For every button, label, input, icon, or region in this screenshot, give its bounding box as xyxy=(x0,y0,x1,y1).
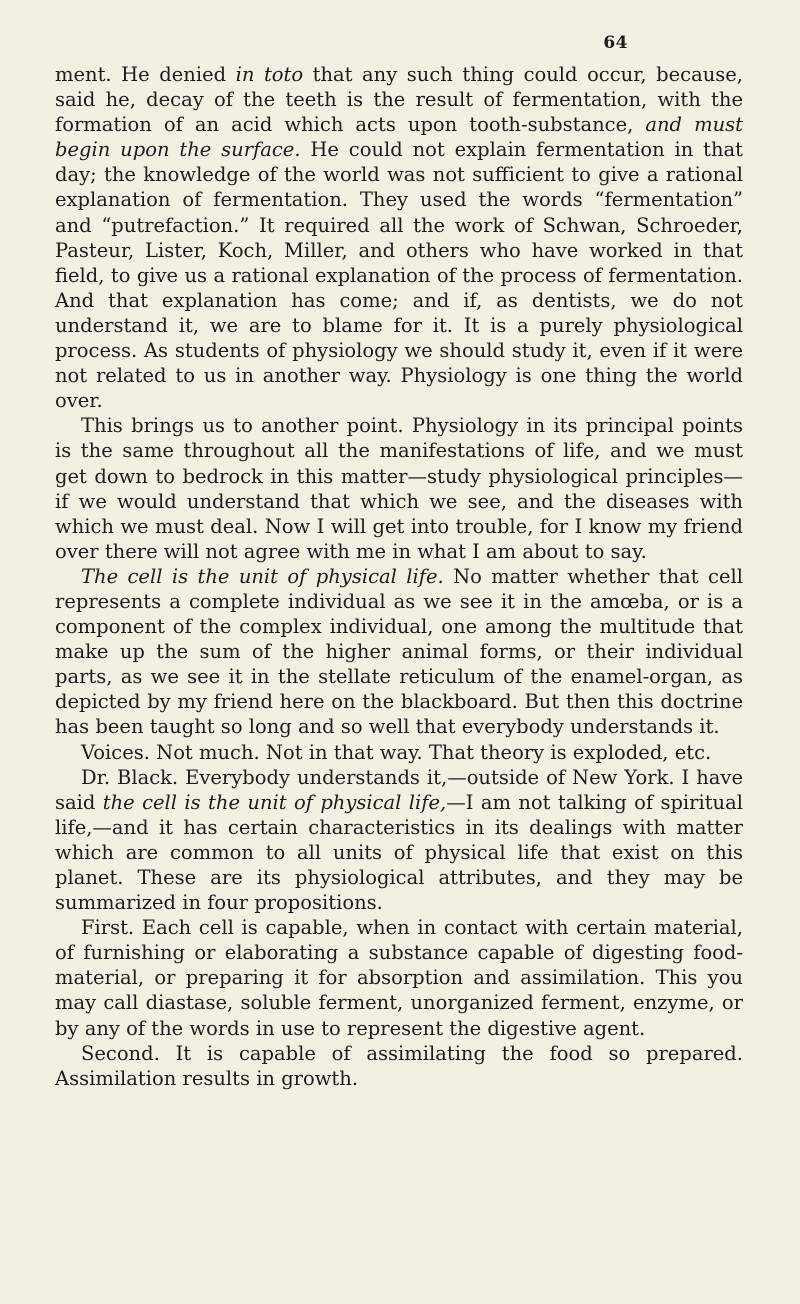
text-run: Second. It is capable of assimilating the food so prepared. Assimilation results in growth. xyxy=(55,1041,743,1090)
italic-text: and must begin upon the surface. xyxy=(55,113,743,162)
text-run: Voices. Not much. Not in that way. That theory is exploded, etc. xyxy=(81,740,712,764)
text-run: —I am not talking of spiritual life,—and it has certain characteristics in its dealings with matter which are common to all units of physical life that exist on this planet. These are its physiological attributes, and they may be summarized in four propositions. xyxy=(55,790,743,915)
text-run: Dr. Black. Everybody understands it,—outside of New York. I have said xyxy=(55,765,743,814)
paragraph xyxy=(55,413,743,564)
paragraph xyxy=(55,765,743,916)
text-run: First. Each cell is capable, when in contact with certain material, of furnishing or elaborating a substance capable of digesting food-material, or preparing it for absorption and assimilation. This you may call diastase, soluble ferment, unorganized ferment, enzyme, or by any of the words in use to represent the digestive agent. xyxy=(55,916,743,1040)
paragraph xyxy=(55,1041,743,1091)
paragraph xyxy=(55,564,743,740)
italic-text: in toto xyxy=(235,63,304,86)
text-run: He could not explain fermentation in that day; the knowledge of the world was not sufficient to give a rational explanation of fermentation. They used the words “fermentation” and “putrefaction.” It required all the work of Schwan, Schroeder, Pasteur, Lister, Koch, Miller, and others who have worked in that field, to give us a rational explanation of the process of fermentation. And that explanation has come; and if, as dentists, we do not understand it, we are to blame for it. It is a purely physiological process. As students of physiology we should study it, even if it were not related to us in another way. Physiology is one thing the world over. xyxy=(55,138,744,413)
paragraph xyxy=(55,740,743,765)
paragraph xyxy=(55,62,743,413)
text-run: ment. He denied xyxy=(55,63,236,86)
page-number: 64 xyxy=(603,33,628,53)
italic-text: The cell is the unit of physical life. xyxy=(81,564,444,588)
text-run: that any such thing could occur, because, said he, decay of the teeth is the result of fermentation, with the formation of an acid which acts upon tooth-substance, xyxy=(55,63,743,137)
body-text xyxy=(55,62,743,1091)
paragraph xyxy=(55,915,743,1040)
text-run: This brings us to another point. Physiology in its principal points is the same throughout all the manifestations of life, and we must get down to bedrock in this matter—study physiological principles—if we would understand that which we see, and the diseases with which we must deal. Now I will get into trouble, for I know my friend over there will not agree with me in what I am about to say. xyxy=(55,414,743,563)
text-run: No matter whether that cell represents a complete individual as we see it in the amœba, or is a component of the complex individual, one among the multitude that make up the sum of the higher animal forms, or their individual parts, as we see it in the stellate reticulum of the enamel-organ, as depicted by my friend here on the blackboard. But then this doctrine has been taught so long and so well that everybody understands it. xyxy=(55,564,743,739)
italic-text: the cell is the unit of physical life, xyxy=(102,790,447,814)
